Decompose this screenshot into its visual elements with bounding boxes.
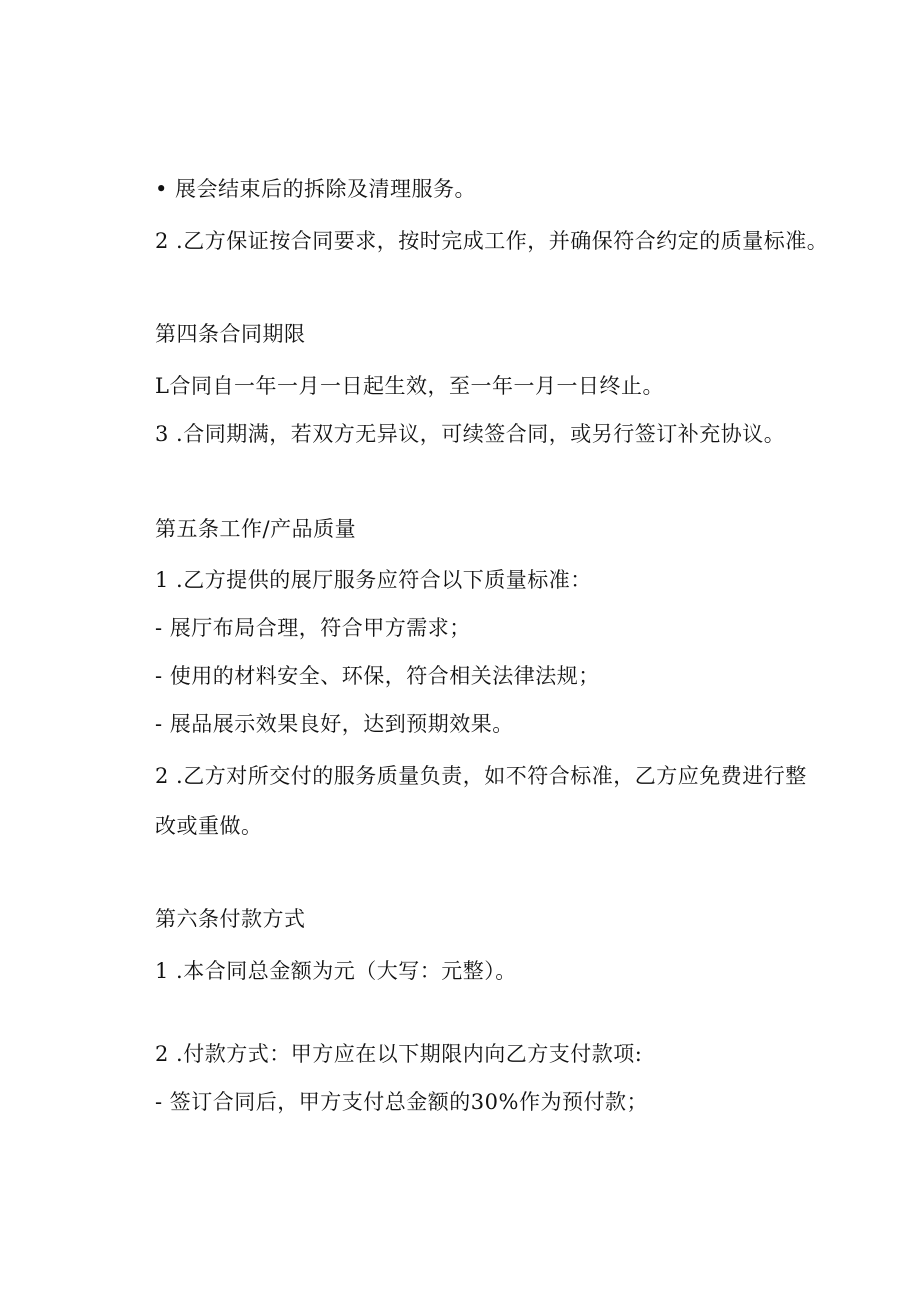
paragraph-total-amount: 1 .本合同总金额为元（大写：元整）。 <box>155 959 517 983</box>
list-item-materials: - 使用的材料安全、环保，符合相关法律法规； <box>155 664 600 688</box>
paragraph-payment-method: 2 .付款方式：甲方应在以下期限内向乙方支付款项: <box>155 1042 643 1066</box>
paragraph-clause-2-quality-guarantee: 2 .乙方保证按合同要求，按时完成工作，并确保符合约定的质量标准。 <box>155 229 829 253</box>
heading-article-6: 第六条付款方式 <box>155 907 306 931</box>
heading-article-4: 第四条合同期限 <box>155 322 306 346</box>
paragraph-contract-renewal: 3 .合同期满，若双方无异议，可续签合同，或另行签订补充协议。 <box>155 422 786 446</box>
paragraph-quality-standards: 1 .乙方提供的展厅服务应符合以下质量标准： <box>155 568 592 592</box>
list-item-display-effect: - 展品展示效果良好，达到预期效果。 <box>155 712 514 736</box>
heading-article-5: 第五条工作/产品质量 <box>155 517 357 541</box>
paragraph-contract-effective: L合同自一年一月一日起生效，至一年一月一日终止。 <box>155 374 664 398</box>
paragraph-service-responsibility-cont: 改或重做。 <box>155 814 263 838</box>
list-item-prepayment: - 签订合同后，甲方支付总金额的30%作为预付款； <box>155 1090 648 1114</box>
paragraph-service-responsibility: 2 .乙方对所交付的服务质量负责，如不符合标准，乙方应免费进行整 <box>155 764 807 788</box>
list-item-layout: - 展厅布局合理，符合甲方需求； <box>155 616 471 640</box>
paragraph-bullet-dismantle: • 展会结束后的拆除及清理服务。 <box>155 177 477 201</box>
